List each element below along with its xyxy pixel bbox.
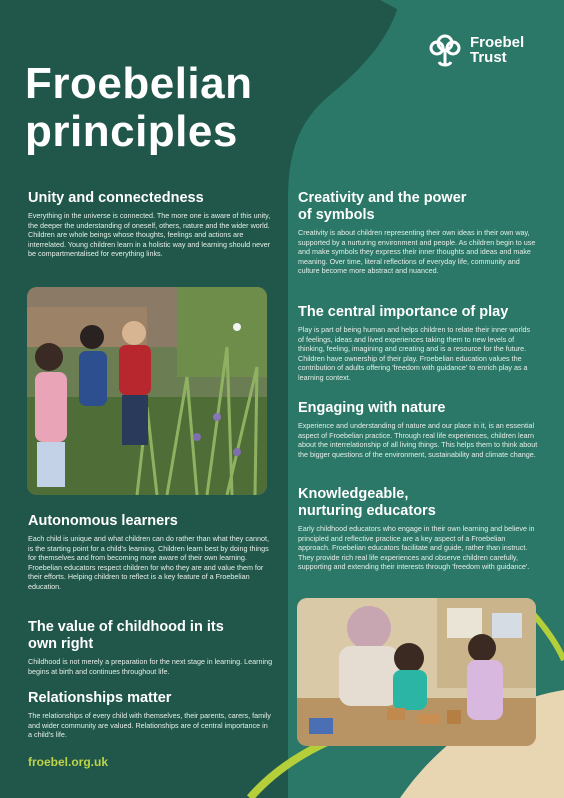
- page-title: Froebelian principles: [25, 59, 253, 156]
- footer-website-link[interactable]: froebel.org.uk: [28, 755, 109, 769]
- section-childhood: [28, 619, 273, 676]
- section-body: Childhood is not merely a preparation for the next stage in learning. Learning begins at birth and continues throughout life.: [28, 657, 273, 676]
- section-heading: Unity and connectedness: [28, 190, 204, 206]
- section-educators: [298, 486, 538, 572]
- section-body: Play is part of being human and helps children to relate their inner worlds of feelings, ideas and lived experiences taking them to new levels of thinking, feeling, imagining and creating and is a resource for the future. Children have ownership of their play. Froebelian education values the contribution of adults offering 'freedom with guidance' to enrich play as a learning context.: [298, 325, 531, 382]
- section-body: Each child is unique and what children can do rather than what they cannot, is the starting point for a child's learning. Children learn best by doing things for themselves and from becoming more aware of their own learning. Froebelian educators respect children for who they are and value them for their efforts. Helping children to reflect is a key feature of a Froebelian education.: [28, 534, 269, 591]
- section-body: Experience and understanding of nature and our place in it, is an essential aspect of Froebelian practice. Through real life experiences, children learn about the interrelationship of all living things. This helps them to think about the bigger questions of the environment, sustainability and climate change.: [298, 421, 538, 459]
- section-body: The relationships of every child with themselves, their parents, carers, family and wider community are valued. Relationships are of central importance in a child's life.: [28, 711, 271, 740]
- section-creativity: [298, 190, 538, 276]
- tree-hands-icon: [426, 32, 464, 68]
- section-body: Creativity is about children representing their own ideas in their own way, supported by a nurturing environment and people. As children begin to use and make symbols they express their inner thoughts and ideas and make meaning. Over time, literal reflections of everyday life, community and culture become more abstract and nuanced.: [298, 228, 536, 276]
- section-heading: Engaging with nature: [298, 400, 446, 416]
- section-unity: [28, 190, 273, 259]
- section-play: [298, 304, 538, 383]
- section-nature: [298, 400, 538, 459]
- section-autonomous: [28, 513, 273, 592]
- section-body: Early childhood educators who engage in their own learning and believe in principled and reflective practice are a key aspect of a Froebelian approach. Froebelian educators facilitate and guide, rather than instruct. They provide rich real life experiences and observe children carefully, supporting and extending their interests through 'freedom with guidance'.: [298, 524, 535, 572]
- section-relationships: [28, 690, 273, 740]
- section-heading: Autonomous learners: [28, 513, 178, 529]
- section-heading: Knowledgeable, nurturing educators: [298, 486, 436, 519]
- section-heading: The central importance of play: [298, 304, 509, 320]
- educator-children-photo: [297, 598, 536, 746]
- froebel-trust-logo[interactable]: [426, 30, 546, 70]
- section-heading: The value of childhood in its own right: [28, 619, 224, 652]
- children-garden-photo: [27, 287, 267, 495]
- section-body: Everything in the universe is connected. The more one is aware of this unity, the deeper the understanding of oneself, others, nature and the wider world. Children are whole beings whose thoughts, feelings and actions are interrelated. Young children learn in a holistic way and learning should never be compartmentalised for everything links.: [28, 211, 271, 259]
- logo-text: Froebel Trust: [470, 34, 525, 66]
- section-heading: Relationships matter: [28, 690, 172, 706]
- section-heading: Creativity and the power of symbols: [298, 190, 467, 223]
